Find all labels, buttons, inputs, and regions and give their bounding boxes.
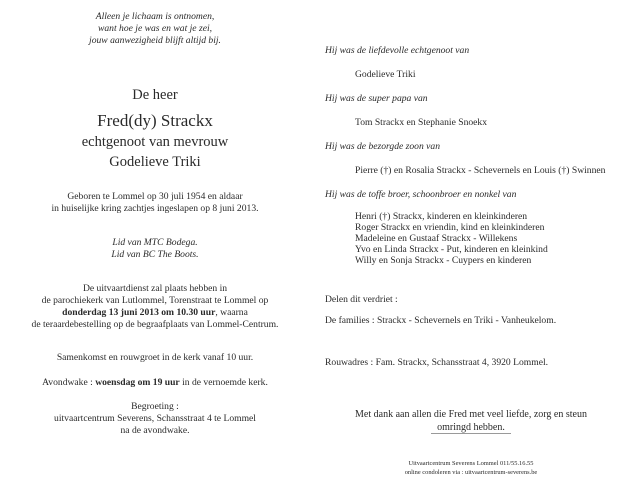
spouse-heading: Hij was de liefdevolle echtgenoot van	[325, 45, 470, 56]
footer-line-1: Uitvaartcentrum Severens Lommel 011/55.16.55	[408, 460, 534, 467]
footer-divider	[431, 433, 511, 434]
funeral-date-line	[0, 308, 310, 318]
families-line: De families : Strackx - Schevernels en Triki - Vanheukelom.	[325, 315, 557, 326]
burial-line-3: na de avondwake.	[120, 425, 190, 436]
wake-time: woensdag om 19 uur	[95, 377, 180, 388]
sibling-2: Roger Strackx en vriendin, kind en kleinkinderen	[355, 222, 545, 233]
burial-line-2: uitvaartcentrum Severens, Schansstraat 4 te Lommel	[54, 413, 256, 424]
parents-entry: Pierre (†) en Rosalia Strackx - Schevernels en Louis (†) Swinnen	[355, 165, 606, 176]
address-line: Rouwadres : Fam. Strackx, Schansstraat 4, 3920 Lommel.	[325, 357, 549, 368]
spouse-name: Godelieve Triki	[109, 154, 201, 170]
spouse-line: echtgenoot van mevrouw	[81, 134, 229, 150]
sibling-heading: Hij was de toffe broer, schoonbroer en nonkel van	[325, 189, 517, 200]
membership-1: Lid van MTC Bodega.	[112, 237, 198, 248]
salutation: De heer	[132, 87, 178, 103]
thanks-line-2: omringd hebben.	[437, 422, 505, 433]
poem-line-1: Alleen je lichaam is ontnomen,	[95, 11, 215, 22]
funeral-line-1: De uitvaartdienst zal plaats hebben in	[82, 283, 228, 294]
share-heading: Delen dit verdriet :	[325, 294, 398, 305]
funeral-line-2: de parochiekerk van Lutlommel, Torenstraat te Lommel op	[41, 295, 269, 306]
funeral-date-rest: , waarna	[215, 307, 248, 318]
wake-prefix: Avondwake :	[42, 377, 96, 388]
poem-line-2: want hoe je was en wat je zei,	[97, 23, 213, 34]
gathering-note: Samenkomst en rouwgroet in de kerk vanaf 10 uur.	[56, 352, 254, 363]
children-entry: Tom Strackx en Stephanie Snoekx	[355, 117, 488, 128]
sibling-1: Henri (†) Strackx, kinderen en kleinkinderen	[355, 211, 528, 222]
membership-2: Lid van BC The Boots.	[111, 249, 199, 260]
sibling-4: Yvo en Linda Strackx - Put, kinderen en kleinkind	[355, 244, 548, 255]
sibling-5: Willy en Sonja Strackx - Cuypers en kinderen	[355, 255, 532, 266]
son-heading: Hij was de bezorgde zoon van	[325, 141, 441, 152]
deceased-name: Fred(dy) Strackx	[97, 111, 213, 130]
funeral-date: donderdag 13 juni 2013 om 10.30 uur	[62, 307, 216, 318]
birth-line-2: in huiselijke kring zachtjes ingeslapen op 8 juni 2013.	[51, 203, 259, 214]
wake-line	[0, 378, 310, 388]
poem-line-3: jouw aanwezigheid blijft altijd bij.	[89, 35, 221, 46]
thanks-line-1: Met dank aan allen die Fred met veel liefde, zorg en steun	[355, 409, 587, 420]
dad-heading: Hij was de super papa van	[325, 93, 428, 104]
footer-line-2: online condoleren via : uitvaartcentrum-severens.be	[404, 469, 538, 476]
funeral-line-4: de teraardebestelling op de begraafplaats van Lommel-Centrum.	[31, 319, 279, 330]
burial-line-1: Begroeting :	[131, 401, 179, 412]
spouse-entry: Godelieve Triki	[355, 69, 416, 80]
wake-suffix: in de vernoemde kerk.	[179, 377, 268, 388]
sibling-3: Madeleine en Gustaaf Strackx - Willekens	[355, 233, 518, 244]
birth-line-1: Geboren te Lommel op 30 juli 1954 en aldaar	[67, 191, 243, 202]
